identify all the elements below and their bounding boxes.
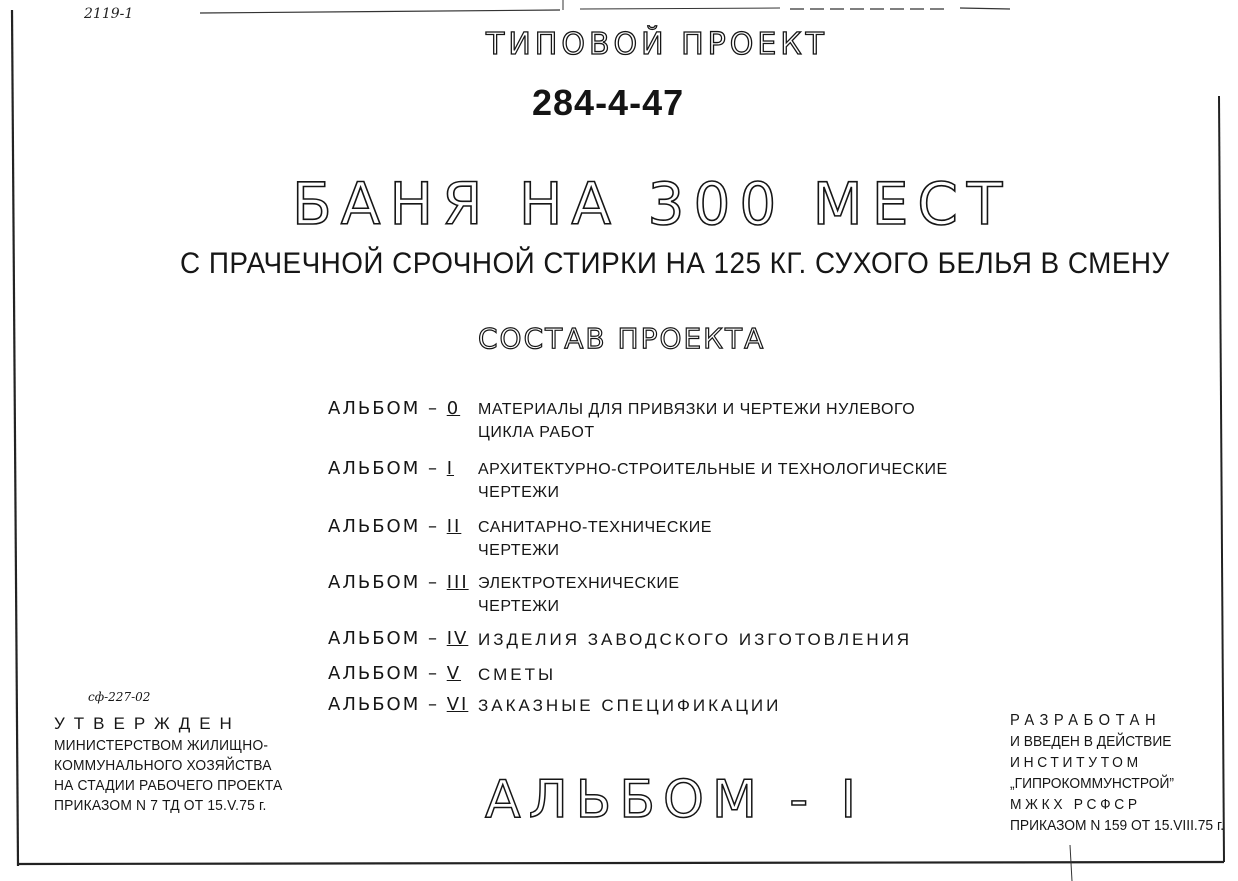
stamp-note: 2119-1: [84, 6, 134, 22]
approval-block: [54, 712, 302, 816]
developer-block: [1010, 710, 1238, 836]
project-number: 284-4-47: [532, 82, 685, 123]
album-description: СМЕТЫ: [478, 665, 557, 684]
approval-line: МИНИСТЕРСТВОМ ЖИЛИЩНО-: [54, 737, 269, 754]
album-description: АРХИТЕКТУРНО-СТРОИТЕЛЬНЫЕ И ТЕХНОЛОГИЧЕСКИЕ ЧЕРТЕЖИ: [478, 461, 948, 501]
album-description: МАТЕРИАЛЫ ДЛЯ ПРИВЯЗКИ И ЧЕРТЕЖИ НУЛЕВОГО ЦИКЛА РАБОТ: [478, 401, 916, 441]
developer-line: ИНСТИТУТОМ: [1010, 754, 1142, 771]
album-label: АЛЬБОМ – I: [328, 458, 455, 479]
developer-line: МЖКХ РСФСР: [1010, 796, 1141, 813]
approval-line: ПРИКАЗОМ N 7 ТД ОТ 15.V.75 г.: [54, 797, 267, 814]
album-label: АЛЬБОМ – II: [328, 516, 462, 537]
album-label: АЛЬБОМ – VI: [328, 694, 469, 715]
approval-heading: УТВЕРЖДЕН: [54, 714, 241, 733]
document-title: ТИПОВОЙ ПРОЕКТ: [486, 27, 828, 62]
developer-line: ПРИКАЗОМ N 159 ОТ 15.VIII.75 г.: [1010, 817, 1225, 834]
album-label: АЛЬБОМ – III: [328, 572, 469, 593]
developer-line: „ГИПРОКОММУНСТРОЙ”: [1010, 775, 1174, 792]
album-label: АЛЬБОМ – 0: [328, 398, 461, 419]
approval-line: НА СТАДИИ РАБОЧЕГО ПРОЕКТА: [54, 777, 283, 794]
album-description: САНИТАРНО-ТЕХНИЧЕСКИЕ ЧЕРТЕЖИ: [478, 519, 712, 559]
album-label: АЛЬБОМ – IV: [328, 628, 469, 649]
developer-line: РАЗРАБОТАН: [1010, 712, 1162, 729]
catalog-note: сф-227-02: [88, 690, 151, 704]
developer-line: И ВВЕДЕН В ДЕЙСТВИЕ: [1010, 733, 1172, 750]
album-description: ИЗДЕЛИЯ ЗАВОДСКОГО ИЗГОТОВЛЕНИЯ: [478, 630, 913, 649]
album-label: АЛЬБОМ – V: [328, 663, 462, 684]
composition-heading: СОСТАВ ПРОЕКТА: [478, 322, 766, 355]
album-description: ЭЛЕКТРОТЕХНИЧЕСКИЕ ЧЕРТЕЖИ: [478, 575, 680, 615]
approval-line: КОММУНАЛЬНОГО ХОЗЯЙСТВА: [54, 757, 272, 774]
subtitle: С ПРАЧЕЧНОЙ СРОЧНОЙ СТИРКИ НА 125 КГ. СУХОГО БЕЛЬЯ В СМЕНУ: [180, 247, 1170, 280]
main-title: БАНЯ НА 300 МЕСТ: [292, 170, 1012, 238]
album-description: ЗАКАЗНЫЕ СПЕЦИФИКАЦИИ: [478, 696, 782, 715]
album-title: АЛЬБОМ - I: [485, 770, 864, 830]
